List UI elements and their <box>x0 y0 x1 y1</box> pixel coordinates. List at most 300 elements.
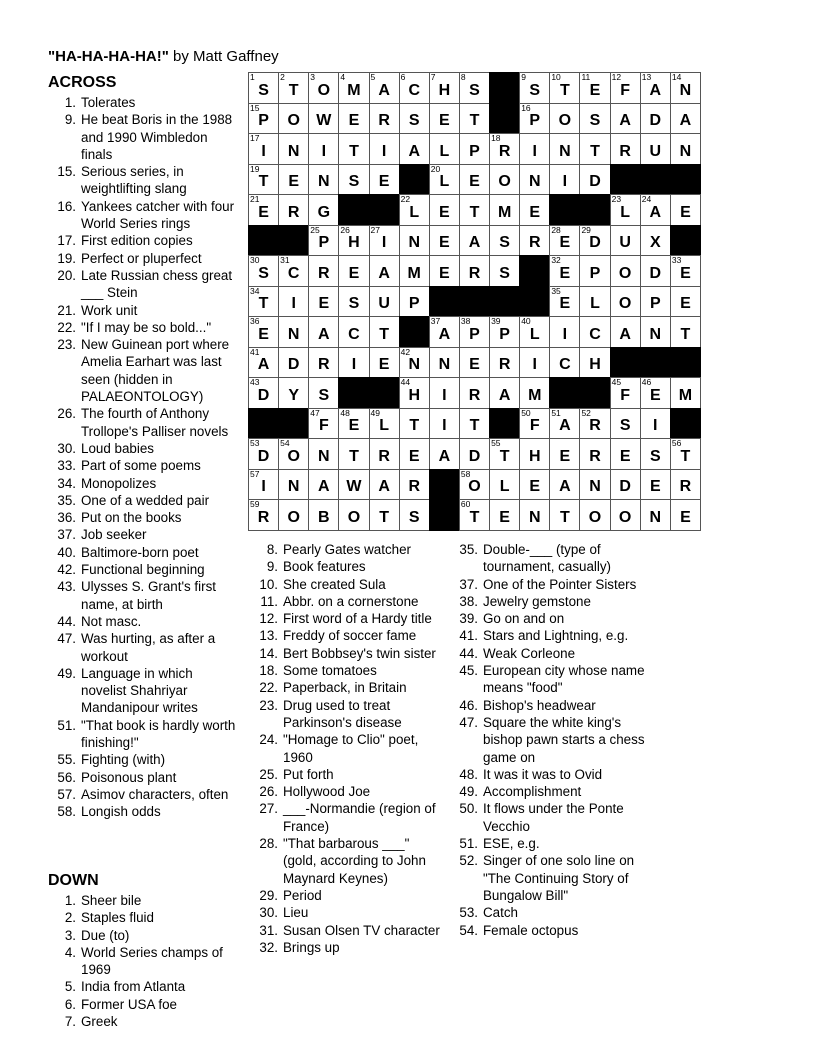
grid-cell[interactable] <box>369 255 400 287</box>
grid-cell[interactable] <box>579 72 610 104</box>
grid-cell[interactable] <box>308 164 339 196</box>
grid-cell[interactable] <box>278 194 309 226</box>
grid-cell[interactable] <box>308 377 339 409</box>
grid-cell[interactable] <box>429 408 460 440</box>
cell-number: 9 <box>521 72 526 82</box>
grid-cell[interactable] <box>579 499 610 531</box>
grid-cell[interactable] <box>579 133 610 165</box>
cell-number: 22 <box>400 194 411 205</box>
grid-cell[interactable] <box>519 103 550 135</box>
clue-text: Lieu <box>283 905 309 921</box>
grid-cell[interactable] <box>670 499 701 531</box>
clue <box>456 904 646 921</box>
grid-cell[interactable] <box>640 499 671 531</box>
grid-cell[interactable] <box>399 286 430 318</box>
grid-cell[interactable] <box>369 72 400 104</box>
clue <box>52 509 240 526</box>
clue-text: ___-Normandie (region of France) <box>283 801 436 834</box>
grid-cell[interactable] <box>670 286 701 318</box>
cell-letter: E <box>378 356 390 374</box>
grid-cell[interactable] <box>338 286 369 318</box>
grid-cell[interactable] <box>338 164 369 196</box>
grid-cell[interactable] <box>308 316 339 348</box>
grid-cell[interactable] <box>369 164 400 196</box>
grid-cell[interactable] <box>278 438 309 470</box>
grid-cell[interactable] <box>399 133 430 165</box>
grid-cell[interactable] <box>399 408 430 440</box>
black-square <box>489 103 520 135</box>
grid-cell[interactable] <box>278 469 309 501</box>
clue <box>256 922 442 939</box>
clue <box>456 593 646 610</box>
cell-number: 46 <box>641 377 652 388</box>
grid-cell[interactable] <box>308 408 339 440</box>
grid-cell[interactable] <box>610 194 641 226</box>
black-square <box>278 408 309 440</box>
grid-cell[interactable] <box>429 347 460 379</box>
cell-letter: O <box>588 508 602 526</box>
cell-letter: P <box>589 264 601 282</box>
cell-letter: D <box>468 447 481 465</box>
clue-number: 15. <box>57 164 76 180</box>
grid-cell[interactable] <box>399 377 430 409</box>
cell-letter: E <box>258 203 269 221</box>
cell-number: 48 <box>340 407 350 418</box>
grid-cell[interactable] <box>549 133 580 165</box>
grid-cell[interactable] <box>278 499 309 531</box>
grid-cell[interactable] <box>369 103 400 135</box>
clue <box>52 405 240 440</box>
grid-cell[interactable] <box>610 72 641 104</box>
grid-cell[interactable] <box>610 316 641 348</box>
grid-cell[interactable] <box>338 316 369 348</box>
clue <box>256 766 442 783</box>
grid-cell[interactable] <box>579 164 610 196</box>
grid-cell[interactable] <box>489 347 520 379</box>
cell-letter: N <box>679 81 692 99</box>
grid-cell[interactable] <box>399 438 430 470</box>
cell-letter: L <box>590 295 600 313</box>
clue-text: Was hurting, as after a workout <box>81 631 216 664</box>
grid-cell[interactable] <box>248 499 279 531</box>
cell-number: 33 <box>671 255 682 266</box>
grid-cell[interactable] <box>670 103 701 135</box>
grid-cell[interactable] <box>369 286 400 318</box>
grid-cell[interactable] <box>308 103 339 135</box>
grid-cell[interactable] <box>308 72 339 104</box>
clue <box>256 939 442 956</box>
grid-cell[interactable] <box>489 316 520 348</box>
clue-number: 43. <box>57 579 76 595</box>
clue-number: 19. <box>57 250 76 266</box>
grid-cell[interactable] <box>640 408 671 440</box>
cell-letter: A <box>378 478 390 496</box>
cell-number: 47 <box>310 407 320 418</box>
cell-letter: R <box>498 356 511 374</box>
cell-letter: I <box>261 478 266 496</box>
grid-cell[interactable] <box>670 438 701 470</box>
grid-cell[interactable] <box>640 194 671 226</box>
clue-number: 51. <box>57 717 76 733</box>
cell-letter: A <box>468 234 481 252</box>
grid-cell[interactable] <box>610 255 641 287</box>
cell-letter: L <box>379 417 389 435</box>
grid-cell[interactable] <box>549 286 580 318</box>
grid-cell[interactable] <box>640 133 671 165</box>
grid-cell[interactable] <box>308 438 339 470</box>
grid-cell[interactable] <box>640 438 671 470</box>
grid-cell[interactable] <box>459 255 490 287</box>
cell-letter: O <box>498 173 511 191</box>
grid-cell[interactable] <box>399 469 430 501</box>
cell-letter: I <box>321 142 327 160</box>
clue-text: Loud babies <box>81 440 154 456</box>
grid-cell[interactable] <box>248 347 279 379</box>
grid-cell[interactable] <box>429 103 460 135</box>
clue-number: 55. <box>57 752 76 768</box>
clue-number: 13. <box>259 628 278 644</box>
grid-cell[interactable] <box>549 408 580 440</box>
grid-cell[interactable] <box>519 408 550 440</box>
clue-number: 25. <box>259 766 278 782</box>
grid-cell[interactable] <box>579 347 610 379</box>
grid-cell[interactable] <box>549 72 580 104</box>
clue-number: 52. <box>459 853 478 869</box>
clue-text: Greek <box>81 1014 118 1030</box>
black-square <box>549 377 580 409</box>
cell-letter: C <box>408 81 420 99</box>
cell-letter: I <box>381 142 387 160</box>
grid-cell[interactable] <box>519 347 550 379</box>
grid-cell[interactable] <box>549 347 580 379</box>
grid-cell[interactable] <box>429 255 460 287</box>
grid-cell[interactable] <box>640 255 671 287</box>
cell-letter: M <box>528 386 542 404</box>
grid-cell[interactable] <box>338 347 369 379</box>
grid-cell[interactable] <box>549 469 580 501</box>
grid-cell[interactable] <box>369 438 400 470</box>
grid-cell[interactable] <box>549 255 580 287</box>
grid-cell[interactable] <box>459 164 490 196</box>
cell-letter: E <box>499 508 510 526</box>
cell-letter: E <box>680 295 691 313</box>
grid-cell[interactable] <box>549 225 580 257</box>
grid-cell[interactable] <box>399 103 430 135</box>
grid-cell[interactable] <box>278 103 309 135</box>
cell-letter: S <box>469 81 480 99</box>
grid-cell[interactable] <box>670 194 701 226</box>
grid-cell[interactable] <box>459 469 490 501</box>
clue-text: Sheer bile <box>81 893 142 908</box>
cell-letter: D <box>257 447 270 465</box>
black-square <box>489 408 520 440</box>
grid-cell[interactable] <box>399 72 430 104</box>
grid-cell[interactable] <box>308 194 339 226</box>
grid-cell[interactable] <box>519 377 550 409</box>
clue <box>52 336 240 405</box>
grid-cell[interactable] <box>248 316 279 348</box>
grid-cell[interactable] <box>489 133 520 165</box>
grid-cell[interactable] <box>489 438 520 470</box>
clue-text: "Homage to Clio" poet, 1960 <box>283 732 419 765</box>
clue-text: World Series champs of 1969 <box>81 944 223 978</box>
grid-cell[interactable] <box>579 408 610 440</box>
grid-cell[interactable] <box>640 72 671 104</box>
cell-number: 56 <box>671 438 682 449</box>
grid-cell[interactable] <box>338 499 369 531</box>
clue-number: 49. <box>57 665 76 681</box>
cell-number: 13 <box>641 72 652 82</box>
grid-cell[interactable] <box>640 316 671 348</box>
black-square <box>459 286 490 318</box>
grid-cell[interactable] <box>429 225 460 257</box>
grid-cell[interactable] <box>579 316 610 348</box>
grid-cell[interactable] <box>489 469 520 501</box>
grid-cell[interactable] <box>429 133 460 165</box>
grid-cell[interactable] <box>459 133 490 165</box>
cell-letter: U <box>649 142 662 160</box>
grid-cell[interactable] <box>248 72 279 104</box>
grid-cell[interactable] <box>248 255 279 287</box>
clue <box>256 645 442 662</box>
cell-letter: T <box>680 325 691 343</box>
clue <box>52 944 240 979</box>
clue <box>456 852 646 904</box>
grid-cell[interactable] <box>640 103 671 135</box>
clue-text: Ulysses S. Grant's first name, at birth <box>81 579 216 612</box>
grid-cell[interactable] <box>670 377 701 409</box>
clue-number: 14. <box>259 645 278 661</box>
grid-cell[interactable] <box>640 469 671 501</box>
grid-cell[interactable] <box>579 255 610 287</box>
grid-cell[interactable] <box>399 225 430 257</box>
grid-cell[interactable] <box>610 408 641 440</box>
grid-cell[interactable] <box>338 72 369 104</box>
cell-letter: C <box>348 325 360 343</box>
cell-letter: E <box>318 295 330 313</box>
grid-cell[interactable] <box>338 438 369 470</box>
grid-cell[interactable] <box>519 438 550 470</box>
grid-cell[interactable] <box>429 438 460 470</box>
grid-cell[interactable] <box>519 194 550 226</box>
clue-number: 24. <box>259 732 278 748</box>
grid-cell[interactable] <box>429 194 460 226</box>
cell-letter: E <box>348 417 360 435</box>
grid-cell[interactable] <box>308 347 339 379</box>
grid-cell[interactable] <box>519 316 550 348</box>
grid-cell[interactable] <box>399 194 430 226</box>
grid-cell[interactable] <box>519 499 550 531</box>
grid-cell[interactable] <box>278 286 309 318</box>
cell-number: 38 <box>460 316 471 327</box>
grid-cell[interactable] <box>278 133 309 165</box>
grid-cell[interactable] <box>459 438 490 470</box>
grid-cell[interactable] <box>549 499 580 531</box>
grid-cell[interactable] <box>429 72 460 104</box>
clue-number: 58. <box>57 804 76 820</box>
grid-cell[interactable] <box>248 164 279 196</box>
grid-cell[interactable] <box>610 438 641 470</box>
grid-cell[interactable] <box>308 255 339 287</box>
grid-cell[interactable] <box>519 164 550 196</box>
grid-cell[interactable] <box>308 499 339 531</box>
grid-cell[interactable] <box>519 72 550 104</box>
grid-cell[interactable] <box>489 377 520 409</box>
grid-cell[interactable] <box>489 255 520 287</box>
clue <box>256 887 442 904</box>
grid-cell[interactable] <box>338 408 369 440</box>
grid-cell[interactable] <box>610 225 641 257</box>
cell-letter: I <box>562 173 568 191</box>
grid-cell[interactable] <box>489 499 520 531</box>
grid-cell[interactable] <box>338 133 369 165</box>
grid-cell[interactable] <box>459 347 490 379</box>
grid-cell[interactable] <box>399 347 430 379</box>
cell-letter: S <box>649 447 661 465</box>
grid-cell[interactable] <box>670 72 701 104</box>
grid-cell[interactable] <box>670 316 701 348</box>
cell-number: 21 <box>250 194 260 205</box>
clue <box>52 319 240 336</box>
grid-cell[interactable] <box>489 194 520 226</box>
grid-cell[interactable] <box>369 347 400 379</box>
grid-cell[interactable] <box>670 133 701 165</box>
grid-cell[interactable] <box>459 408 490 440</box>
grid-cell[interactable] <box>278 347 309 379</box>
grid-cell[interactable] <box>399 255 430 287</box>
cell-letter: E <box>559 295 571 313</box>
grid-cell[interactable] <box>248 469 279 501</box>
clue-text: Book features <box>283 559 366 575</box>
grid-cell[interactable] <box>338 225 369 257</box>
cell-letter: O <box>618 508 632 526</box>
cell-letter: R <box>318 356 330 374</box>
clue <box>256 800 442 835</box>
cell-letter: T <box>469 508 480 526</box>
grid-cell[interactable] <box>369 469 400 501</box>
grid-cell[interactable] <box>489 225 520 257</box>
clue <box>256 679 442 696</box>
clue-number: 5. <box>64 979 76 995</box>
black-square <box>670 164 701 196</box>
grid-cell[interactable] <box>579 286 610 318</box>
grid-cell[interactable] <box>369 499 400 531</box>
grid-cell[interactable] <box>459 194 490 226</box>
grid-cell[interactable] <box>278 72 309 104</box>
cell-letter: S <box>348 173 360 191</box>
clue-number: 35. <box>459 542 478 557</box>
grid-cell[interactable] <box>308 133 339 165</box>
grid-cell[interactable] <box>338 469 369 501</box>
grid-cell[interactable] <box>248 103 279 135</box>
grid-cell[interactable] <box>549 103 580 135</box>
grid-cell[interactable] <box>670 255 701 287</box>
puzzle-title <box>48 48 279 65</box>
grid-cell[interactable] <box>610 133 641 165</box>
cell-letter: I <box>532 142 537 160</box>
down-clue-list-1 <box>52 892 240 1030</box>
grid-cell[interactable] <box>308 225 339 257</box>
grid-cell[interactable] <box>248 194 279 226</box>
cell-letter: S <box>408 112 420 130</box>
grid-cell[interactable] <box>278 316 309 348</box>
grid-cell[interactable] <box>459 377 490 409</box>
grid-cell[interactable] <box>429 377 460 409</box>
grid-cell[interactable] <box>369 316 400 348</box>
grid-cell[interactable] <box>579 469 610 501</box>
grid-cell[interactable] <box>399 499 430 531</box>
grid-cell[interactable] <box>579 225 610 257</box>
grid-cell[interactable] <box>519 133 550 165</box>
cell-letter: I <box>653 417 658 435</box>
grid-cell[interactable] <box>308 286 339 318</box>
grid-cell[interactable] <box>549 164 580 196</box>
grid-cell[interactable] <box>308 469 339 501</box>
grid-cell[interactable] <box>519 469 550 501</box>
cell-letter: H <box>528 447 541 465</box>
grid-cell[interactable] <box>338 103 369 135</box>
grid-cell[interactable] <box>489 164 520 196</box>
black-square <box>278 225 309 257</box>
grid-cell[interactable] <box>369 225 400 257</box>
grid-cell[interactable] <box>278 164 309 196</box>
grid-cell[interactable] <box>369 133 400 165</box>
clue-number: 26. <box>259 784 278 800</box>
grid-cell[interactable] <box>519 225 550 257</box>
grid-cell[interactable] <box>338 255 369 287</box>
cell-letter: E <box>680 508 691 526</box>
grid-cell[interactable] <box>459 103 490 135</box>
cell-number: 18 <box>491 133 501 144</box>
grid-cell[interactable] <box>429 164 460 196</box>
grid-cell[interactable] <box>369 408 400 440</box>
grid-cell[interactable] <box>610 286 641 318</box>
grid-cell[interactable] <box>278 255 309 287</box>
grid-cell[interactable] <box>459 225 490 257</box>
grid-cell[interactable] <box>579 103 610 135</box>
cell-letter: T <box>288 81 299 99</box>
grid-cell[interactable] <box>248 286 279 318</box>
grid-cell[interactable] <box>610 103 641 135</box>
cell-number: 55 <box>491 438 501 449</box>
grid-cell[interactable] <box>248 377 279 409</box>
grid-cell[interactable] <box>549 316 580 348</box>
grid-cell[interactable] <box>549 438 580 470</box>
grid-cell[interactable] <box>248 133 279 165</box>
grid-cell[interactable] <box>640 225 671 257</box>
grid-cell[interactable] <box>610 377 641 409</box>
clue <box>456 714 646 766</box>
grid-cell[interactable] <box>429 316 460 348</box>
grid-cell[interactable] <box>278 377 309 409</box>
grid-cell[interactable] <box>640 377 671 409</box>
clue-text: Functional beginning <box>81 562 205 578</box>
clue-text: First edition copies <box>81 233 193 249</box>
grid-cell[interactable] <box>670 469 701 501</box>
clue-text: Susan Olsen TV character <box>283 922 440 938</box>
grid-cell[interactable] <box>610 469 641 501</box>
clue-text: Late Russian chess great ___ Stein <box>81 267 233 301</box>
grid-cell[interactable] <box>459 72 490 104</box>
grid-cell[interactable] <box>459 316 490 348</box>
cell-letter: P <box>258 112 269 130</box>
grid-cell[interactable] <box>459 499 490 531</box>
grid-cell[interactable] <box>248 438 279 470</box>
black-square <box>369 377 400 409</box>
grid-cell[interactable] <box>610 499 641 531</box>
grid-cell[interactable] <box>579 438 610 470</box>
grid-cell[interactable] <box>640 286 671 318</box>
